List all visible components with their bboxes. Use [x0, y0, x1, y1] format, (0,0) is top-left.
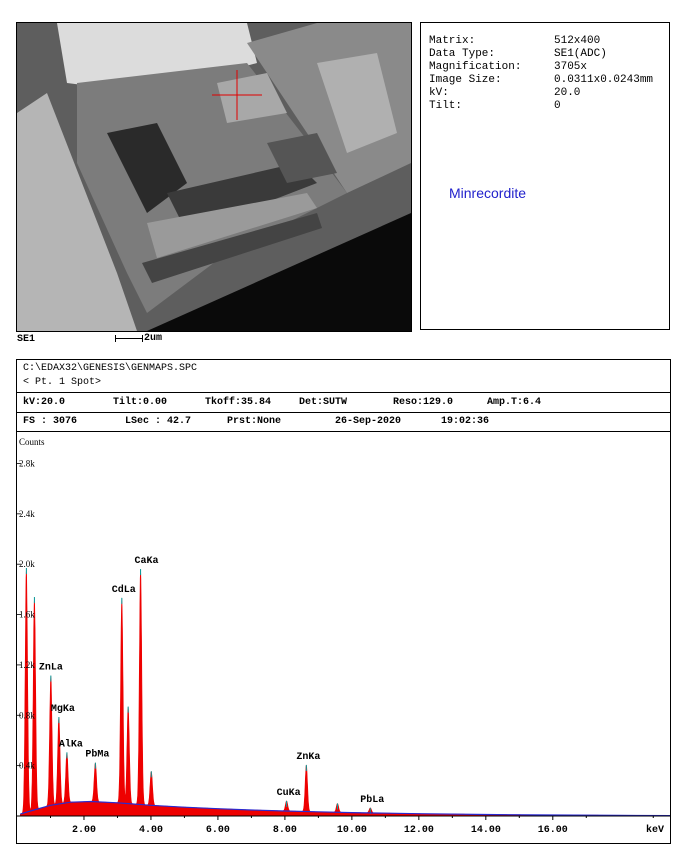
- header-divider: [17, 412, 670, 413]
- peak-label: ZnKa: [296, 751, 321, 763]
- header-tilt: Tilt:0.00: [113, 397, 168, 408]
- info-value: 3705x: [554, 61, 588, 73]
- info-value: 20.0: [554, 87, 581, 99]
- header-fs: FS : 3076: [23, 416, 78, 427]
- header-tkoff: Tkoff:35.84: [205, 397, 272, 408]
- info-row-matrix: [429, 35, 601, 47]
- spectrum-area: [20, 568, 670, 816]
- eds-spectrum-panel: [16, 359, 671, 844]
- peak-label: CuKa: [276, 787, 301, 799]
- info-value: SE1(ADC): [554, 48, 607, 60]
- peak-label: CaKa: [134, 556, 159, 568]
- x-tick-label: 8.00: [272, 825, 297, 836]
- info-row-magnification: [429, 61, 588, 73]
- peak-label: PbMa: [85, 749, 110, 761]
- info-value: 512x400: [554, 35, 601, 47]
- info-row-image-size: [429, 74, 654, 86]
- y-axis-label: Counts: [19, 437, 45, 447]
- y-tick-label: 2.8k: [19, 458, 35, 469]
- info-row-data-type: [429, 48, 607, 60]
- info-row-kv: [429, 87, 581, 99]
- x-tick-label: 10.00: [336, 825, 367, 836]
- info-label: Matrix:: [429, 35, 476, 47]
- sem-micrograph: [16, 22, 412, 332]
- header-lsec: LSec : 42.7: [125, 416, 192, 427]
- header-det: Det:SUTW: [299, 397, 348, 408]
- detector-label: SE1: [17, 334, 36, 345]
- x-tick-label: 4.00: [138, 825, 163, 836]
- header-time: 19:02:36: [441, 416, 490, 427]
- info-label: Image Size:: [429, 74, 502, 86]
- x-tick-label: 2.00: [71, 825, 96, 836]
- header-amp: Amp.T:6.4: [487, 397, 542, 408]
- spectrum-point: < Pt. 1 Spot>: [23, 377, 102, 388]
- info-value: 0: [554, 100, 561, 112]
- peak-label: CdLa: [111, 584, 136, 596]
- header-kv: kV:20.0: [23, 397, 66, 408]
- info-label: Magnification:: [429, 61, 522, 73]
- y-tick-label: 2.0k: [19, 559, 35, 570]
- sem-image-drawing: [17, 23, 411, 331]
- scale-bar-label: 2um: [144, 333, 163, 344]
- info-row-tilt: [429, 100, 561, 112]
- header-date: 26-Sep-2020: [335, 416, 402, 427]
- y-tick-label: 2.4k: [19, 508, 35, 519]
- spectrum-file-path: C:\EDAX32\GENESIS\GENMAPS.SPC: [23, 363, 198, 374]
- peak-label: MgKa: [50, 704, 75, 716]
- spectrum-plot: [17, 432, 670, 843]
- mineral-name: Minrecordite: [449, 185, 527, 201]
- peak-label: ZnLa: [38, 662, 63, 674]
- y-tick-label: 1.2k: [19, 659, 35, 670]
- header-prst: Prst:None: [227, 416, 282, 427]
- x-tick-label: 14.00: [470, 825, 501, 836]
- info-label: Tilt:: [429, 100, 463, 112]
- y-tick-label: 1.6k: [19, 609, 35, 620]
- y-tick-label: 0.4k: [19, 760, 35, 771]
- x-tick-label: 16.00: [537, 825, 568, 836]
- x-tick-label: 6.00: [205, 825, 230, 836]
- y-tick-label: 0.8k: [19, 710, 35, 721]
- peak-label: PbLa: [360, 794, 385, 806]
- info-label: kV:: [429, 87, 449, 99]
- header-divider: [17, 392, 670, 393]
- header-reso: Reso:129.0: [393, 397, 454, 408]
- scale-bar: [115, 338, 143, 339]
- sem-info-panel: [420, 22, 670, 330]
- x-tick-label: 12.00: [403, 825, 434, 836]
- info-label: Data Type:: [429, 48, 496, 60]
- info-value: 0.0311x0.0243mm: [554, 74, 654, 86]
- peak-label: AlKa: [58, 739, 83, 751]
- x-axis-label: keV: [645, 825, 664, 836]
